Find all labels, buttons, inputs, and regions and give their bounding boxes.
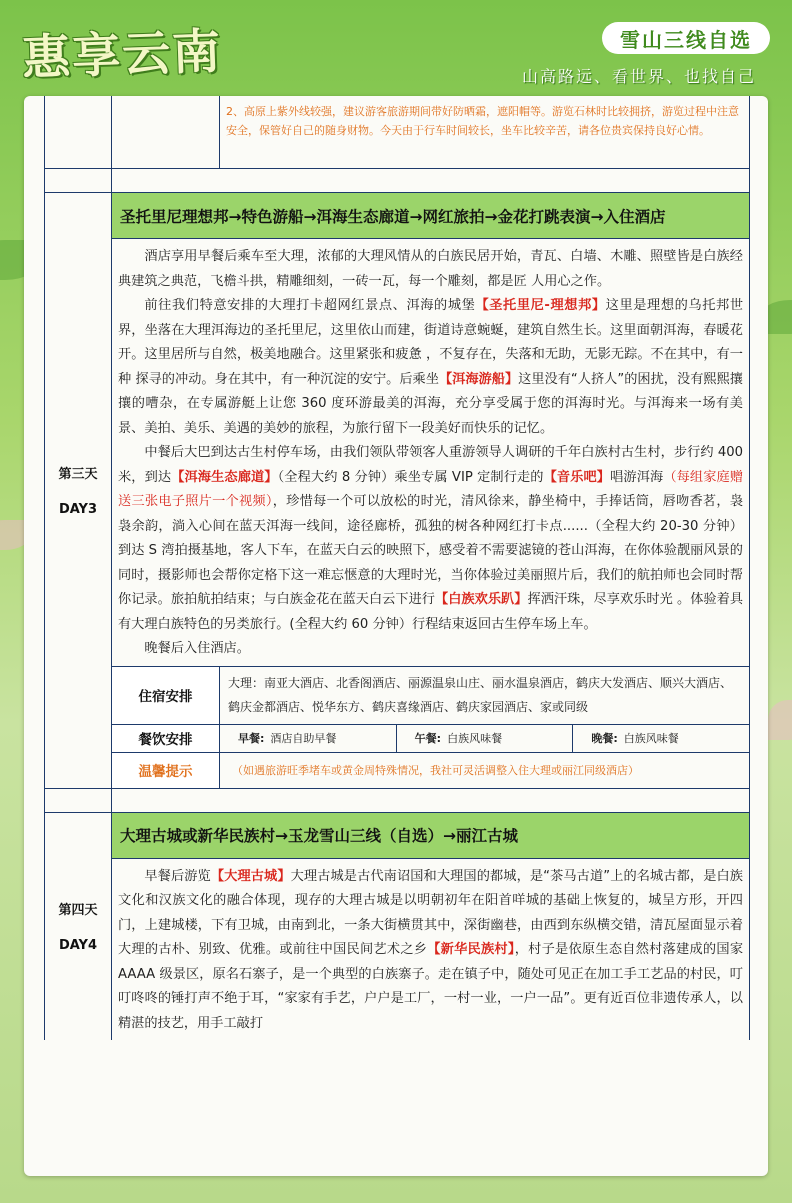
background-leaf	[768, 700, 792, 740]
day3-route-title: 圣托里尼理想邦→特色游船→洱海生态廊道→网红旅拍→金花打跳表演→入住酒店	[112, 193, 749, 239]
highlight-dali-old-town: 【大理古城】	[210, 868, 291, 884]
warm-tip-row	[112, 752, 749, 788]
hotel-row	[112, 666, 749, 724]
day4-body	[112, 813, 749, 1041]
day3-body	[112, 193, 749, 788]
hotel-list: 大理：南亚大酒店、北香阁酒店、丽源温泉山庄、丽水温泉酒店，鹤庆大发酒店、顺兴大酒店、鹤庆金都酒店、悦华东方、鹤庆喜缘酒店、鹤庆家园酒店、家或同级	[228, 675, 733, 714]
tip-text: 2、高原上紫外线较强，建议游客旅游期间带好防晒霜，遮阳帽等。游览石林时比较拥挤，游览过程中注意安全，保管好自己的随身财物。今天由于行车时间较长，坐车比较辛苦，请各位贵宾保持良好心情。	[226, 105, 739, 137]
spacer-row	[45, 789, 749, 813]
brand-logo: 惠享云南	[21, 23, 224, 87]
paragraph: 中餐后大巴到达古生村停车场，由我们领队带领客人重游领导人调研的千年白族村古生村，步行约 400 米，到达【洱海生态廊道】（全程大约 8 分钟）乘坐专属 VIP 定制行走的【音乐吧】唱游洱海（每组家庭赠送三张电子照片一个视频），珍惜每一个可以放松的时光，清风徐来，静坐椅中，手捧话筒，唇吻香茗，袅袅余韵，淌入心间在蓝天洱海一线间，途径廊桥，孤独的树各种网红打卡点......（全程大约 20-30 分钟）到达 S 湾拍摄基地，客人下车，在蓝天白云的映照下，感受着不需要滤镜的苍山洱海，在你体验靓丽风景的同时，摄影师也会帮你定格下这一难忘惬意的大理时光，当你体验过美丽照片后，我们的航拍师也会同时帮你记录。旅拍航拍结束；与白族金花在蓝天白云下进行【白族欢乐趴】挥洒汗珠，尽享欢乐时光 。体验着具有大理白族特色的另类旅行。(全程大约 60 分钟）行程结束返回古生停车场上车。	[118, 445, 744, 632]
day4-label	[45, 813, 112, 1041]
highlight-bai-party: 【白族欢乐趴】	[435, 592, 528, 607]
warm-tip-text: （如遇旅游旺季堵车或黄金周特殊情况，我社可灵活调整入住大理或丽江同级酒店）	[232, 764, 639, 777]
day3-label	[45, 193, 112, 788]
highlight-santorini: 【圣托里尼-理想邦】	[475, 298, 606, 313]
day4-description	[112, 859, 749, 1041]
gift-note: （每组家庭赠送三张电子照片一个视频）	[118, 469, 744, 509]
meal-heading: 餐饮安排	[112, 725, 220, 752]
day3-label-cn: 第三天	[58, 467, 98, 483]
paragraph: 前往我们特意安排的大理打卡超网红景点、洱海的城堡【圣托里尼-理想邦】这里是理想的乌托邦世界，坐落在大理洱海边的圣托里尼，这里依山而建，街道诗意蜿蜒，建筑自然生长。这里面朝洱海，春暖花开。这里居所与自然，极美地融合。这里紧张和疲惫 ，不复存在，失落和无助，无影无踪。不在其中，有一种 探寻的冲动。身在其中，有一种沉淀的安宁。后乘坐【洱海游船】这里没有“人挤人”的困扰，没有熙熙攘攘的嘈杂，在专属游艇上让您 360 度环游最美的洱海，充分享受属于您的洱海时光。与洱海来一场有美景、美拍、美乐、美遇的美妙的旅程，为旅行留下一段美好而快乐的记忆。	[118, 298, 744, 436]
tip-row	[45, 96, 749, 169]
highlight-xinhua-village: 【新华民族村】	[427, 942, 515, 957]
hotel-heading: 住宿安排	[112, 667, 220, 724]
highlight-erhai-boat: 【洱海游船】	[438, 371, 519, 387]
day4-label-cn: 第四天	[58, 903, 98, 919]
day4-route-title: 大理古城或新华民族村→玉龙雪山三线（自选）→丽江古城	[112, 813, 749, 859]
dinner-cell: 晚餐: 白族风味餐	[591, 732, 679, 745]
route-choice-badge: 雪山三线自选	[602, 22, 770, 54]
day3-block	[45, 193, 749, 789]
day4-label-en: DAY4	[58, 938, 98, 954]
day3-description	[112, 239, 749, 666]
breakfast-cell: 早餐: 酒店自助早餐	[220, 725, 397, 752]
spacer-row	[45, 169, 749, 193]
paragraph: 早餐后游览【大理古城】大理古城是古代南诏国和大理国的都城，是“茶马古道”上的名城古都，是白族文化和汉族文化的融合体现，现存的大理古城是以明朝初年在阳首咩城的基础上恢复的，城呈方形，开四门，上建城楼，下有卫城，由南到北，一条大街横贯其中，深街幽巷，由西到东纵横交错，清瓦屋面显示着大理的古朴、别致、优雅。或前往中国民间艺术之乡【新华民族村】，村子是依原生态自然村落建成的国家 AAAA 级景区，原名石寨子，是一个典型的白族寨子。走在镇子中，随处可见正在加工手工艺品的村民，叮叮咚咚的锤打声不绝于耳，“家家有手艺，户户是工厂，一村一业，一户一品”。更有近百位非遗传承人，以精湛的技艺，用手工敲打	[118, 868, 744, 1031]
meal-row	[112, 724, 749, 752]
warm-tip-heading: 温馨提示	[112, 753, 220, 788]
page-header	[0, 0, 792, 100]
itinerary-card	[24, 96, 768, 1176]
itinerary-table	[44, 96, 750, 1040]
meal-list	[220, 725, 749, 752]
day3-label-en: DAY3	[58, 502, 98, 518]
paragraph: 酒店享用早餐后乘车至大理，浓郁的大理风情从的白族民居开始，青瓦、白墙、木雕、照壁皆是白族经典建筑之典范，飞檐斗拱，精雕细刻，一砖一瓦，每一个雕刻，都是匠 人用心之作。	[118, 249, 743, 289]
highlight-eco-corridor: 【洱海生态廊道】	[171, 469, 278, 485]
lunch-cell: 午餐: 白族风味餐	[397, 725, 574, 752]
slogan: 山高路远、看世界、也找自己	[522, 67, 757, 86]
highlight-music-bar: 【音乐吧】	[543, 469, 611, 485]
paragraph: 晚餐后入住酒店。	[144, 641, 250, 656]
day4-block	[45, 813, 749, 1041]
